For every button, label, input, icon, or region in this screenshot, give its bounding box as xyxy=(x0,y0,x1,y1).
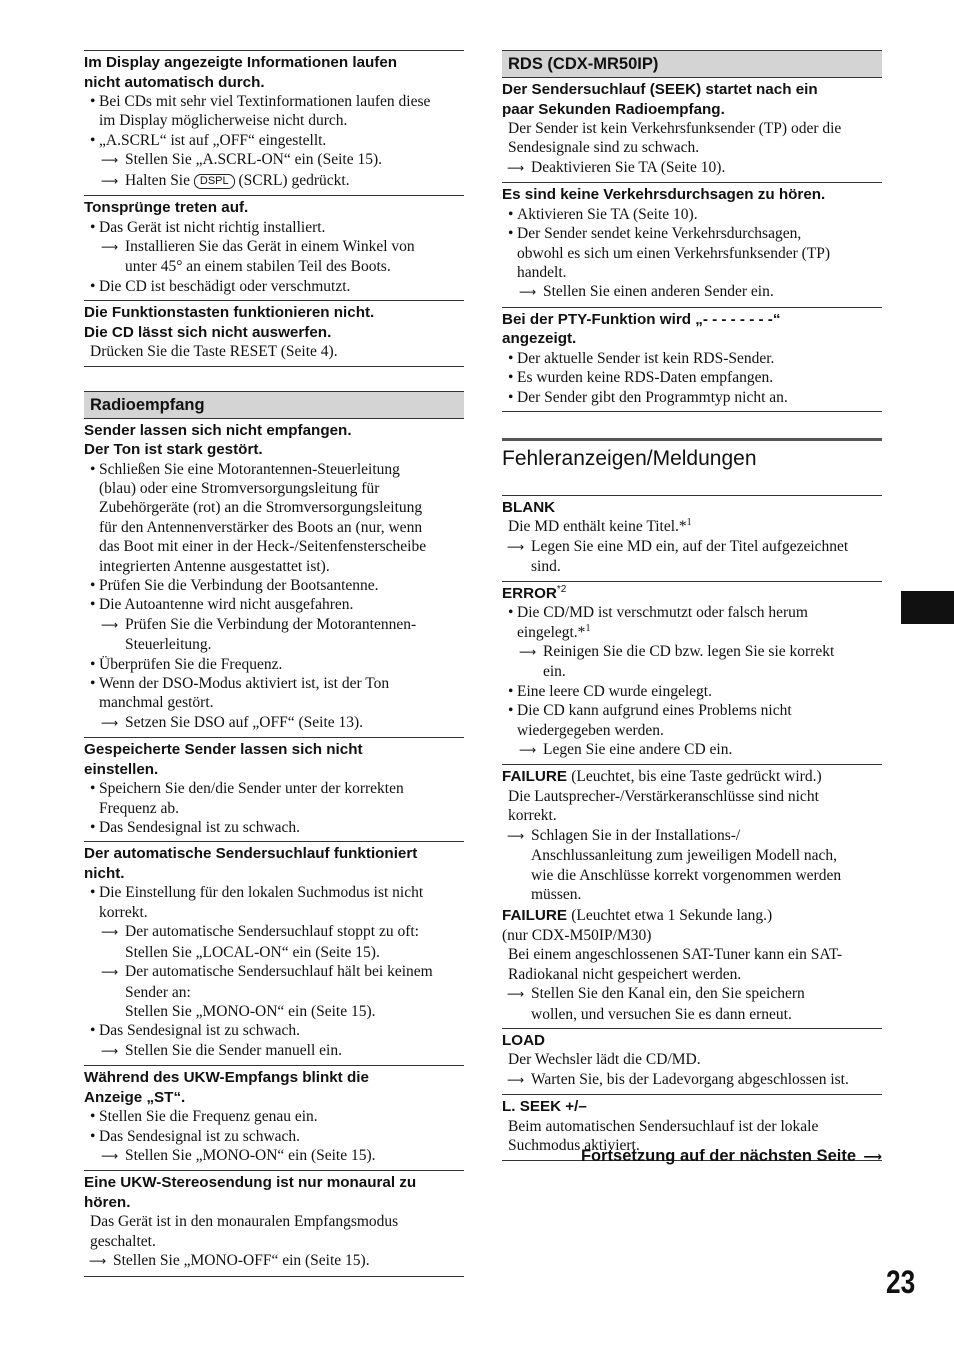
bullet-item: • Die CD/MD ist verschmutzt oder falsch herum eingelegt.*$^1$ xyxy=(502,603,882,642)
error-code: LOAD xyxy=(502,1031,546,1049)
bullet-item: • Der Sender sendet keine Verkehrsdurchsagen, obwohl es sich um einen Verkehrsfunksender (TP) handelt. xyxy=(502,224,882,282)
answer-text: Die Lautsprecher-/Verstärkeranschlüsse sind nicht korrekt. xyxy=(508,787,819,825)
solution-item: ⟶ Schlagen Sie in der Installations-/ Anschlussanleitung zum jeweiligen Modell nach, wie die Anschlüsse korrekt vorgenommen werden müssen. xyxy=(507,826,842,903)
arrow-right-icon: ⟶ xyxy=(507,1072,525,1087)
faq-preset-stations xyxy=(84,737,464,841)
page-number: 23 xyxy=(886,1264,916,1300)
arrow-right-icon: ⟶ xyxy=(101,1043,119,1058)
error-error xyxy=(502,581,882,765)
solution-item: ⟶ Der automatische Sendersuchlauf hält bei keinem Sender an: Stellen Sie „MONO-ON“ ein (Seite 15). xyxy=(101,963,433,1020)
error-code: L. SEEK +/– xyxy=(502,1098,587,1116)
solution-item: ⟶ Stellen Sie „MONO-OFF“ ein (Seite 15). xyxy=(84,1251,464,1271)
error-code: FAILURE (Leuchtet, bis eine Taste gedrückt wird.) xyxy=(502,768,822,786)
answer-text: Bei einem angeschlossenen SAT-Tuner kann ein SAT- Radiokanal nicht gespeichert werden. xyxy=(508,946,843,983)
faq-heading: Gespeicherte Sender lassen sich nicht einstellen. xyxy=(84,741,363,778)
arrow-right-icon: ⟶ xyxy=(101,173,119,188)
solution-item: ⟶ Deaktivieren Sie TA (Seite 10). xyxy=(502,158,882,178)
solution-item: ⟶ Legen Sie eine MD ein, auf der Titel aufgezeichnet sind. xyxy=(507,537,849,576)
solution-item: ⟶ Stellen Sie „A.SCRL-ON“ ein (Seite 15). xyxy=(84,150,464,170)
arrow-right-icon: ⟶ xyxy=(507,539,525,554)
bullet-item: • Aktivieren Sie TA (Seite 10). xyxy=(502,205,882,224)
arrow-right-icon: ⟶ xyxy=(863,1150,882,1165)
arrow-right-icon: ⟶ xyxy=(101,1148,119,1163)
bullet-item: • Der Sender gibt den Programmtyp nicht an. xyxy=(502,388,882,407)
dspl-button-glyph: DSPL xyxy=(194,174,235,189)
faq-pty-dashes xyxy=(502,307,882,412)
bullet-item: • Die CD ist beschädigt oder verschmutzt. xyxy=(84,277,464,296)
solution-item: ⟶ Stellen Sie die Sender manuell ein. xyxy=(84,1041,464,1061)
continued-next-page: Fortsetzung auf der nächsten Seite ⟶ xyxy=(580,1147,882,1165)
faq-no-traffic xyxy=(502,182,882,307)
bullet-item: • Die CD kann aufgrund eines Problems nicht wiedergegeben werden. xyxy=(502,701,882,740)
faq-heading: Es sind keine Verkehrsdurchsagen zu hören. xyxy=(502,186,826,204)
faq-seek-starts xyxy=(502,80,882,182)
bullet-item: • Stellen Sie die Frequenz genau ein. xyxy=(84,1107,464,1126)
arrow-right-icon: ⟶ xyxy=(519,285,537,300)
arrow-right-icon: ⟶ xyxy=(101,153,119,168)
answer-text: Die MD enthält keine Titel.*$^1$ xyxy=(508,517,692,536)
answer-text: Beim automatischen Sendersuchlauf ist der lokale Suchmodus aktiviert. xyxy=(508,1117,819,1155)
bullet-item: • Schließen Sie eine Motorantennen-Steuerleitung (blau) oder eine Stromversorgungsleitung für Zubehörgeräte (rot) an die Stromversorgungsleitung für den Antennenverstärker des Boots an (nur, wenn das Boot mit einer in der Heck-/Seitenfensterscheibe integrierten Antenne ausgestattet ist). xyxy=(84,460,464,576)
answer-text: Drücken Sie die Taste RESET (Seite 4). xyxy=(90,343,338,361)
answer-text: Der Wechsler lädt die CD/MD. xyxy=(508,1051,701,1069)
bullet-item: • Das Sendesignal ist zu schwach. xyxy=(84,1021,464,1040)
error-code: BLANK xyxy=(502,498,556,516)
faq-display-scroll xyxy=(84,50,464,195)
bullet-item: • Das Sendesignal ist zu schwach. xyxy=(84,818,464,837)
faq-heading: Die Funktionstasten funktionieren nicht. Die CD lässt sich nicht auswerfen. xyxy=(84,304,375,341)
arrow-right-icon: ⟶ xyxy=(507,828,525,843)
left-column xyxy=(84,50,464,1277)
section-heading-errors: Fehleranzeigen/Meldungen xyxy=(502,438,882,495)
faq-heading: Der automatische Sendersuchlauf funktioniert nicht. xyxy=(84,845,418,882)
arrow-right-icon: ⟶ xyxy=(519,645,537,659)
arrow-right-icon: ⟶ xyxy=(519,743,537,758)
solution-item: ⟶ Der automatische Sendersuchlauf stoppt zu oft: Stellen Sie „LOCAL-ON“ ein (Seite 15). xyxy=(101,923,419,961)
faq-heading: Eine UKW-Stereosendung ist nur monaural zu hören. xyxy=(84,1174,417,1211)
arrow-right-icon: ⟶ xyxy=(101,715,119,730)
bullet-item: • Das Sendesignal ist zu schwach. xyxy=(84,1127,464,1146)
faq-st-blinks xyxy=(84,1065,464,1170)
error-code: FAILURE (Leuchtet etwa 1 Sekunde lang.) xyxy=(502,907,773,925)
faq-heading: Bei der PTY-Funktion wird „- - - - - - - -“ angezeigt. xyxy=(502,310,781,348)
arrow-right-icon: ⟶ xyxy=(507,160,525,175)
bullet-item: • Die Einstellung für den lokalen Suchmodus ist nicht korrekt. xyxy=(84,883,464,922)
arrow-right-icon: ⟶ xyxy=(101,617,119,632)
error-code: ERROR$^{*2}$ xyxy=(502,583,567,602)
solution-item: ⟶ Stellen Sie einen anderen Sender ein. xyxy=(502,282,882,302)
solution-item: ⟶ Setzen Sie DSO auf „OFF“ (Seite 13). xyxy=(84,713,464,733)
error-blank xyxy=(502,495,882,581)
bullet-item: • Speichern Sie den/die Sender unter der korrekten Frequenz ab. xyxy=(84,779,464,818)
section-heading-rds: RDS (CDX-MR50IP) xyxy=(502,50,882,78)
faq-heading: Während des UKW-Empfangs blinkt die Anzeige „ST“. xyxy=(84,1069,369,1106)
solution-item: ⟶ Legen Sie eine andere CD ein. xyxy=(502,740,882,760)
bullet-item: • Prüfen Sie die Verbindung der Bootsantenne. xyxy=(84,576,464,595)
faq-buttons-eject xyxy=(84,300,464,366)
arrow-right-icon: ⟶ xyxy=(101,239,119,254)
right-column xyxy=(502,50,882,1161)
solution-item: ⟶ Stellen Sie „MONO-ON“ ein (Seite 15). xyxy=(84,1146,464,1166)
faq-heading: Tonsprünge treten auf. xyxy=(84,199,249,217)
solution-item: ⟶ Reinigen Sie die CD bzw. legen Sie sie korrekt ein. xyxy=(519,643,835,681)
arrow-right-icon: ⟶ xyxy=(507,987,525,1002)
solution-item: ⟶ Warten Sie, bis der Ladevorgang abgeschlossen ist. xyxy=(502,1070,882,1090)
faq-heading: Sender lassen sich nicht empfangen. Der Ton ist stark gestört. xyxy=(84,421,352,459)
bullet-item: • Eine leere CD wurde eingelegt. xyxy=(502,682,882,701)
model-note: (nur CDX-M50IP/M30) xyxy=(502,926,652,944)
faq-sound-skips xyxy=(84,195,464,300)
error-load xyxy=(502,1028,882,1094)
arrow-right-icon: ⟶ xyxy=(101,925,119,940)
chapter-tab-marker xyxy=(901,591,954,624)
section-heading-radio: Radioempfang xyxy=(84,391,464,419)
solution-item: ⟶ Stellen Sie den Kanal ein, den Sie speichern wollen, und versuchen Sie es dann erneut. xyxy=(507,985,805,1023)
faq-heading: Der Sendersuchlauf (SEEK) startet nach ein paar Sekunden Radioempfang. xyxy=(502,81,818,118)
solution-item: ⟶ Installieren Sie das Gerät in einem Winkel von unter 45° an einem stabilen Teil des Boots. xyxy=(101,237,415,276)
faq-no-reception xyxy=(84,421,464,738)
bullet-item: • „A.SCRL“ ist auf „OFF“ eingestellt. xyxy=(84,131,464,150)
answer-text: Das Gerät ist in den monauralen Empfangsmodus geschaltet. xyxy=(90,1213,399,1250)
faq-heading: Im Display angezeigte Informationen laufen nicht automatisch durch. xyxy=(84,54,398,91)
bullet-item: • Die Autoantenne wird nicht ausgefahren. xyxy=(84,595,464,614)
bullet-item: • Das Gerät ist nicht richtig installiert. xyxy=(84,218,464,237)
solution-item: ⟶ Prüfen Sie die Verbindung der Motorantennen- Steuerleitung. xyxy=(101,615,417,654)
error-failure xyxy=(502,764,882,1027)
faq-auto-seek xyxy=(84,841,464,1065)
solution-item: ⟶ Halten Sie DSPL (SCRL) gedrückt. xyxy=(84,171,464,191)
bullet-item: • Es wurden keine RDS-Daten empfangen. xyxy=(502,368,882,387)
answer-text: Der Sender ist kein Verkehrsfunksender (TP) oder die Sendesignale sind zu schwach. xyxy=(508,120,842,157)
bullet-item: • Bei CDs mit sehr viel Textinformationen laufen diese im Display möglicherweise nicht durch. xyxy=(84,92,464,131)
bullet-item: • Überprüfen Sie die Frequenz. xyxy=(84,655,464,674)
arrow-right-icon: ⟶ xyxy=(89,1254,107,1269)
bullet-item: • Der aktuelle Sender ist kein RDS-Sender. xyxy=(502,349,882,368)
faq-mono-stereo xyxy=(84,1170,464,1276)
arrow-right-icon: ⟶ xyxy=(101,965,119,980)
bullet-item: • Wenn der DSO-Modus aktiviert ist, ist der Ton manchmal gestört. xyxy=(84,674,464,713)
